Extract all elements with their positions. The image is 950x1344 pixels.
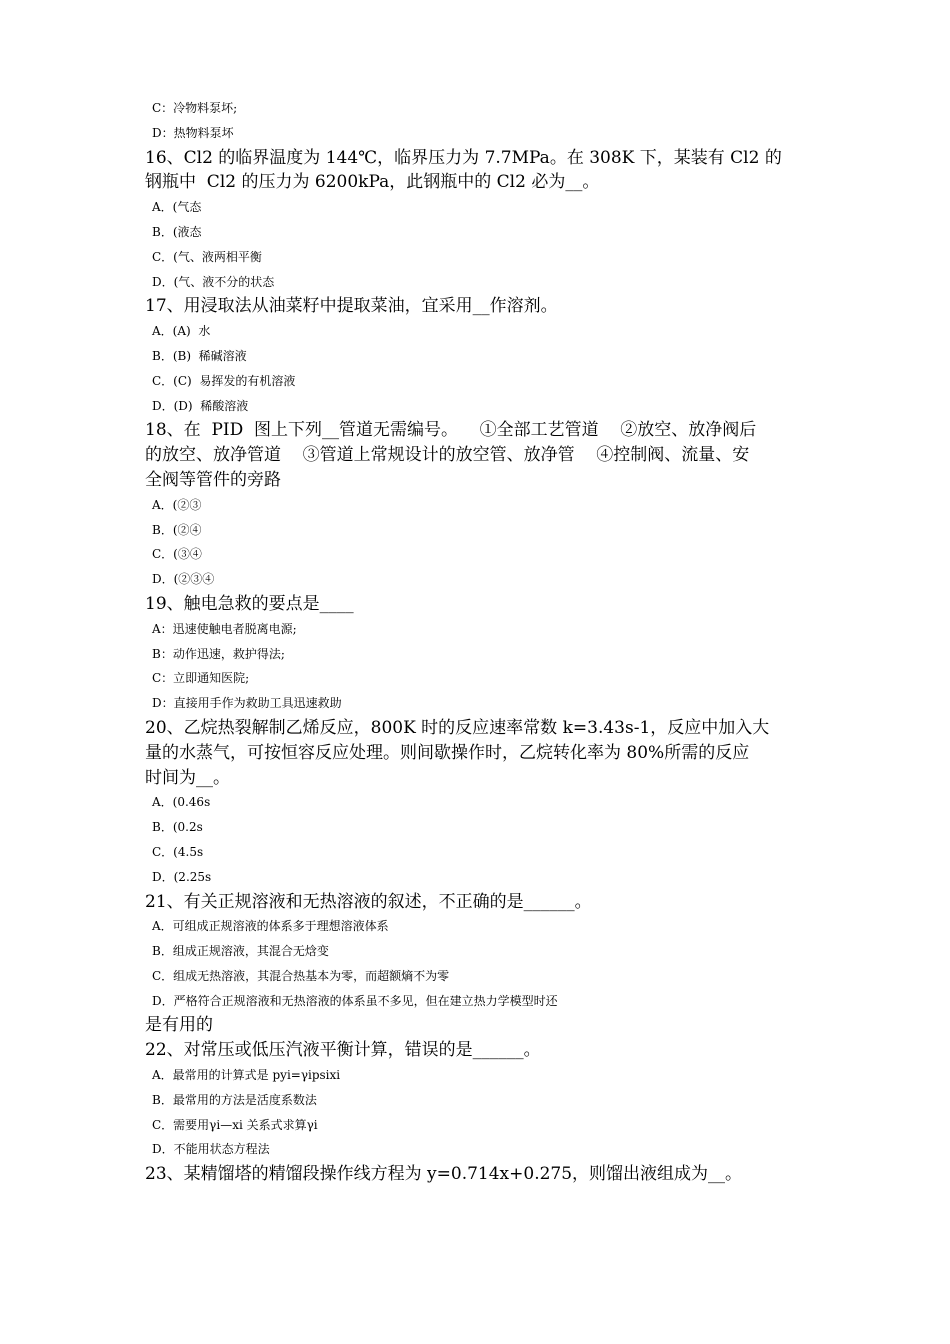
question-text-line: 钢瓶中 Cl2 的压力为 6200kPa，此钢瓶中的 Cl2 必为__。 (145, 172, 600, 193)
answer-option-line: A：迅速使触电者脱离电源; (152, 621, 297, 636)
answer-option-line: B．组成正规溶液，其混合无焓变 (152, 944, 329, 959)
answer-option-line: A．(A) 水 (152, 324, 211, 339)
question-text-line: 20、乙烷热裂解制乙烯反应，800K 时的反应速率常数 k=3.43s-1，反应中加入大 (145, 717, 770, 738)
question-text-line: 是有用的 (145, 1015, 213, 1036)
question-text-line: 18、在 PID 图上下列__管道无需编号。 ①全部工艺管道 ②放空、放净阀后 (145, 420, 757, 441)
question-list (145, 96, 813, 1187)
question-text-line: 17、用浸取法从油菜籽中提取菜油，宜采用__作溶剂。 (145, 296, 558, 317)
answer-option-line: D．(2.25s (152, 869, 212, 884)
answer-option-line: A．最常用的计算式是 pyi=γipsixi (152, 1068, 341, 1083)
answer-option-line: D．(D) 稀酸溶液 (152, 398, 249, 413)
question-text-line: 16、Cl2 的临界温度为 144℃，临界压力为 7.7MPa。在 308K 下，某装有 Cl2 的 (145, 147, 782, 168)
question-text-line: 时间为__。 (145, 767, 230, 788)
answer-option-line: D．严格符合正规溶液和无热溶液的体系虽不多见，但在建立热力学模型时还 (152, 993, 558, 1008)
answer-option-line: C：立即通知医院; (152, 671, 250, 686)
answer-option-line: B．(②④ (152, 522, 202, 537)
answer-option-line: B．(B) 稀碱溶液 (152, 348, 247, 363)
document-page (145, 96, 813, 1187)
answer-option-line: D：热物料泵坏 (152, 125, 234, 140)
question-text-line: 23、某精馏塔的精馏段操作线方程为 y=0.714x+0.275，则馏出液组成为__。 (145, 1164, 743, 1185)
answer-option-line: C．需要用γi—xi 关系式求算γi (152, 1117, 318, 1132)
answer-option-line: C．(4.5s (152, 844, 204, 859)
answer-option-line: C．(③④ (152, 547, 202, 562)
answer-option-line: D．(②③④ (152, 572, 215, 587)
question-text-line: 19、触电急救的要点是____ (145, 593, 354, 614)
answer-option-line: C．组成无热溶液，其混合热基本为零，而超额熵不为零 (152, 968, 450, 983)
answer-option-line: C．(气、液两相平衡 (152, 249, 262, 264)
answer-option-line: A．(②③ (152, 497, 202, 512)
answer-option-line: C：冷物料泵坏; (152, 101, 238, 115)
answer-option-line: A．(气态 (152, 200, 202, 215)
answer-option-line: A．(0.46s (152, 795, 211, 810)
question-text-line: 的放空、放净管道 ③管道上常规设计的放空管、放净管 ④控制阀、流量、安 (145, 445, 750, 466)
answer-option-line: B．(液态 (152, 224, 202, 239)
question-text-line: 量的水蒸气，可按恒容反应处理。则间歇操作时，乙烷转化率为 80%所需的反应 (145, 742, 750, 763)
answer-option-line: D：直接用手作为救助工具迅速救助 (152, 696, 342, 711)
question-text-line: 21、有关正规溶液和无热溶液的叙述，不正确的是______。 (145, 891, 592, 912)
answer-option-line: A．可组成正规溶液的体系多于理想溶液体系 (152, 919, 389, 934)
answer-option-line: B．(0.2s (152, 820, 203, 835)
answer-option-line: B．最常用的方法是活度系数法 (152, 1092, 317, 1107)
answer-option-line: C．(C) 易挥发的有机溶液 (152, 373, 296, 388)
answer-option-line: D．(气、液不分的状态 (152, 274, 275, 289)
answer-option-line: D．不能用状态方程法 (152, 1142, 270, 1157)
question-text-line: 22、对常压或低压汽液平衡计算，错误的是______。 (145, 1040, 541, 1061)
answer-option-line: B：动作迅速，救护得法; (152, 646, 285, 661)
question-text-line: 全阀等管件的旁路 (145, 469, 281, 490)
